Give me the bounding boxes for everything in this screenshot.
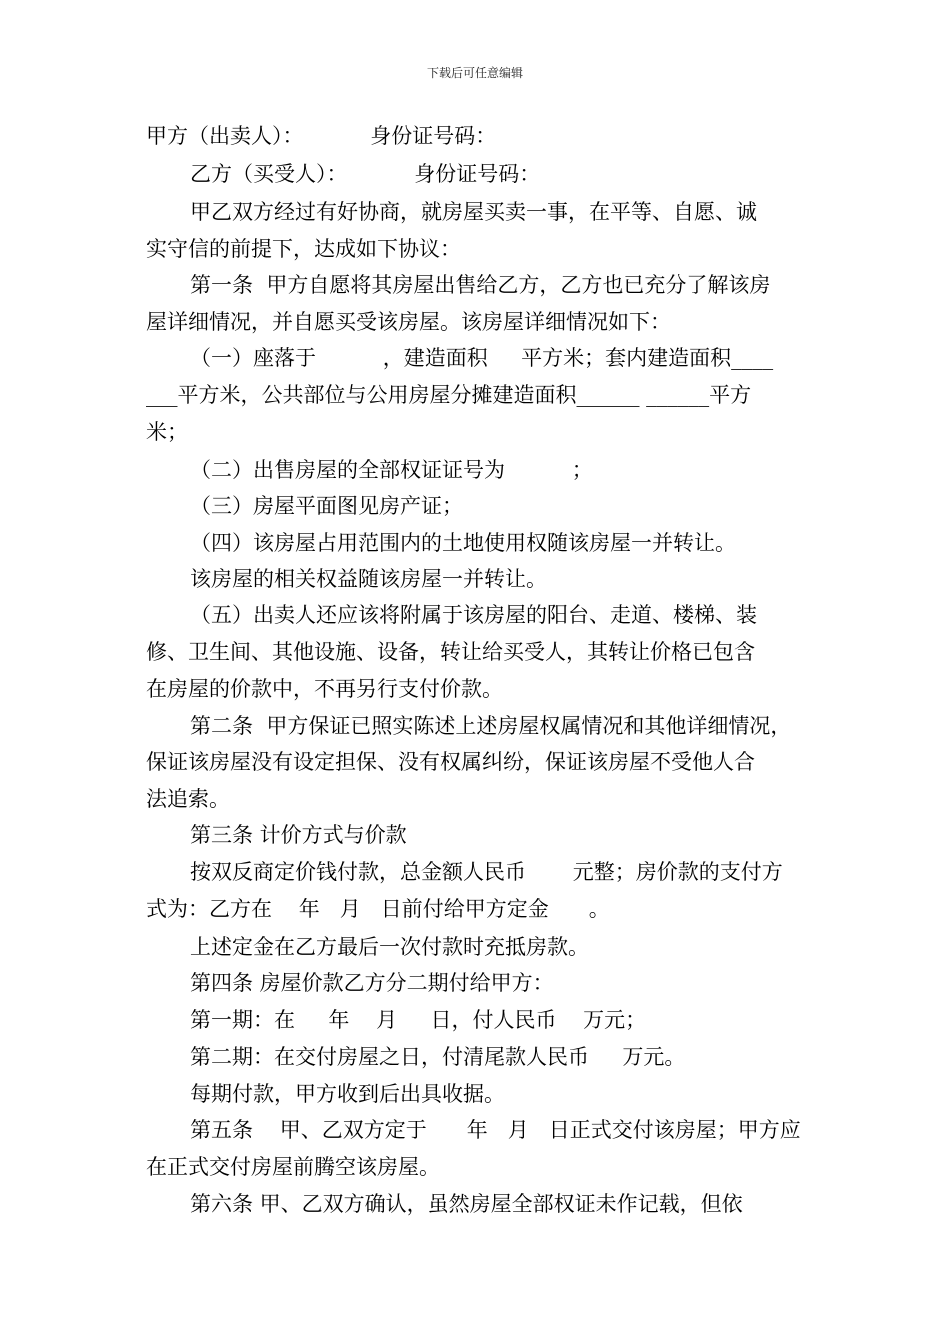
article-4-title: 第四条 房屋价款乙方分二期付给甲方： [190, 971, 554, 995]
page-header: 下载后可任意编辑 [426, 66, 523, 80]
preamble-line-2: 实守信的前提下，达成如下协议： [146, 237, 461, 261]
preamble-line-1: 甲乙双方经过有好协商，就房屋买卖一事，在平等、自愿、诚 [190, 200, 757, 224]
article-2-line-2: 保证该房屋没有设定担保、没有权属纠纷，保证该房屋不受他人合 [146, 750, 755, 774]
receipt-line: 每期付款，甲方收到后出具收据。 [190, 1082, 505, 1106]
party-a-line: 甲方（出卖人）： 身份证号码： [146, 124, 497, 148]
article-1-line-1: 第一条 甲方自愿将其房屋出售给乙方，乙方也已充分了解该房 [190, 273, 771, 297]
payment-phase-2: 第二期：在交付房屋之日，付清尾款人民币 万元。 [190, 1045, 686, 1069]
item-1-line-3: 米； [146, 420, 188, 444]
item-5-line-1: （五）出卖人还应该将附属于该房屋的阳台、走道、楼梯、装 [190, 603, 757, 627]
item-3-line: （三）房屋平面图见房产证； [190, 494, 463, 518]
item-1-line-1: （一）座落于 ，建造面积 平方米；套内建造面积____ [190, 346, 774, 370]
item-5-line-3: 在房屋的价款中，不再另行支付价款。 [146, 677, 503, 701]
item-4-line: （四）该房屋占用范围内的土地使用权随该房屋一并转让。 [190, 531, 736, 555]
payment-phase-1: 第一期：在 年 月 日，付人民币 万元； [190, 1008, 647, 1032]
article-2-line-3: 法追索。 [146, 787, 230, 811]
article-6-line-1: 第六条 甲、乙双方确认，虽然房屋全部权证未作记载，但依 [190, 1192, 743, 1216]
article-1-line-2: 屋详细情况，并自愿买受该房屋。该房屋详细情况如下： [146, 310, 671, 334]
item-2-line: （二）出售房屋的全部权证证号为 ； [190, 458, 593, 482]
item-1-line-2: ___平方米，公共部位与公用房屋分摊建造面积______ ______平方 [146, 383, 752, 407]
article-3-line-2: 式为：乙方在 年 月 日前付给甲方定金 。 [146, 897, 610, 921]
article-5-line-1: 第五条 甲、乙双方定于 年 月 日正式交付该房屋；甲方应 [190, 1118, 801, 1142]
rights-line: 该房屋的相关权益随该房屋一并转让。 [190, 567, 547, 591]
item-5-line-2: 修、卫生间、其他设施、设备，转让给买受人，其转让价格已包含 [146, 640, 755, 664]
article-3-line-1: 按双反商定价钱付款，总金额人民币 元整；房价款的支付方 [190, 860, 783, 884]
deposit-line: 上述定金在乙方最后一次付款时充抵房款。 [190, 935, 589, 959]
article-3-title: 第三条 计价方式与价款 [190, 823, 407, 847]
article-2-line-1: 第二条 甲方保证已照实陈述上述房屋权属情况和其他详细情况， [190, 714, 792, 738]
party-b-line: 乙方（买受人）： 身份证号码： [190, 162, 541, 186]
article-5-line-2: 在正式交付房屋前腾空该房屋。 [146, 1155, 440, 1179]
